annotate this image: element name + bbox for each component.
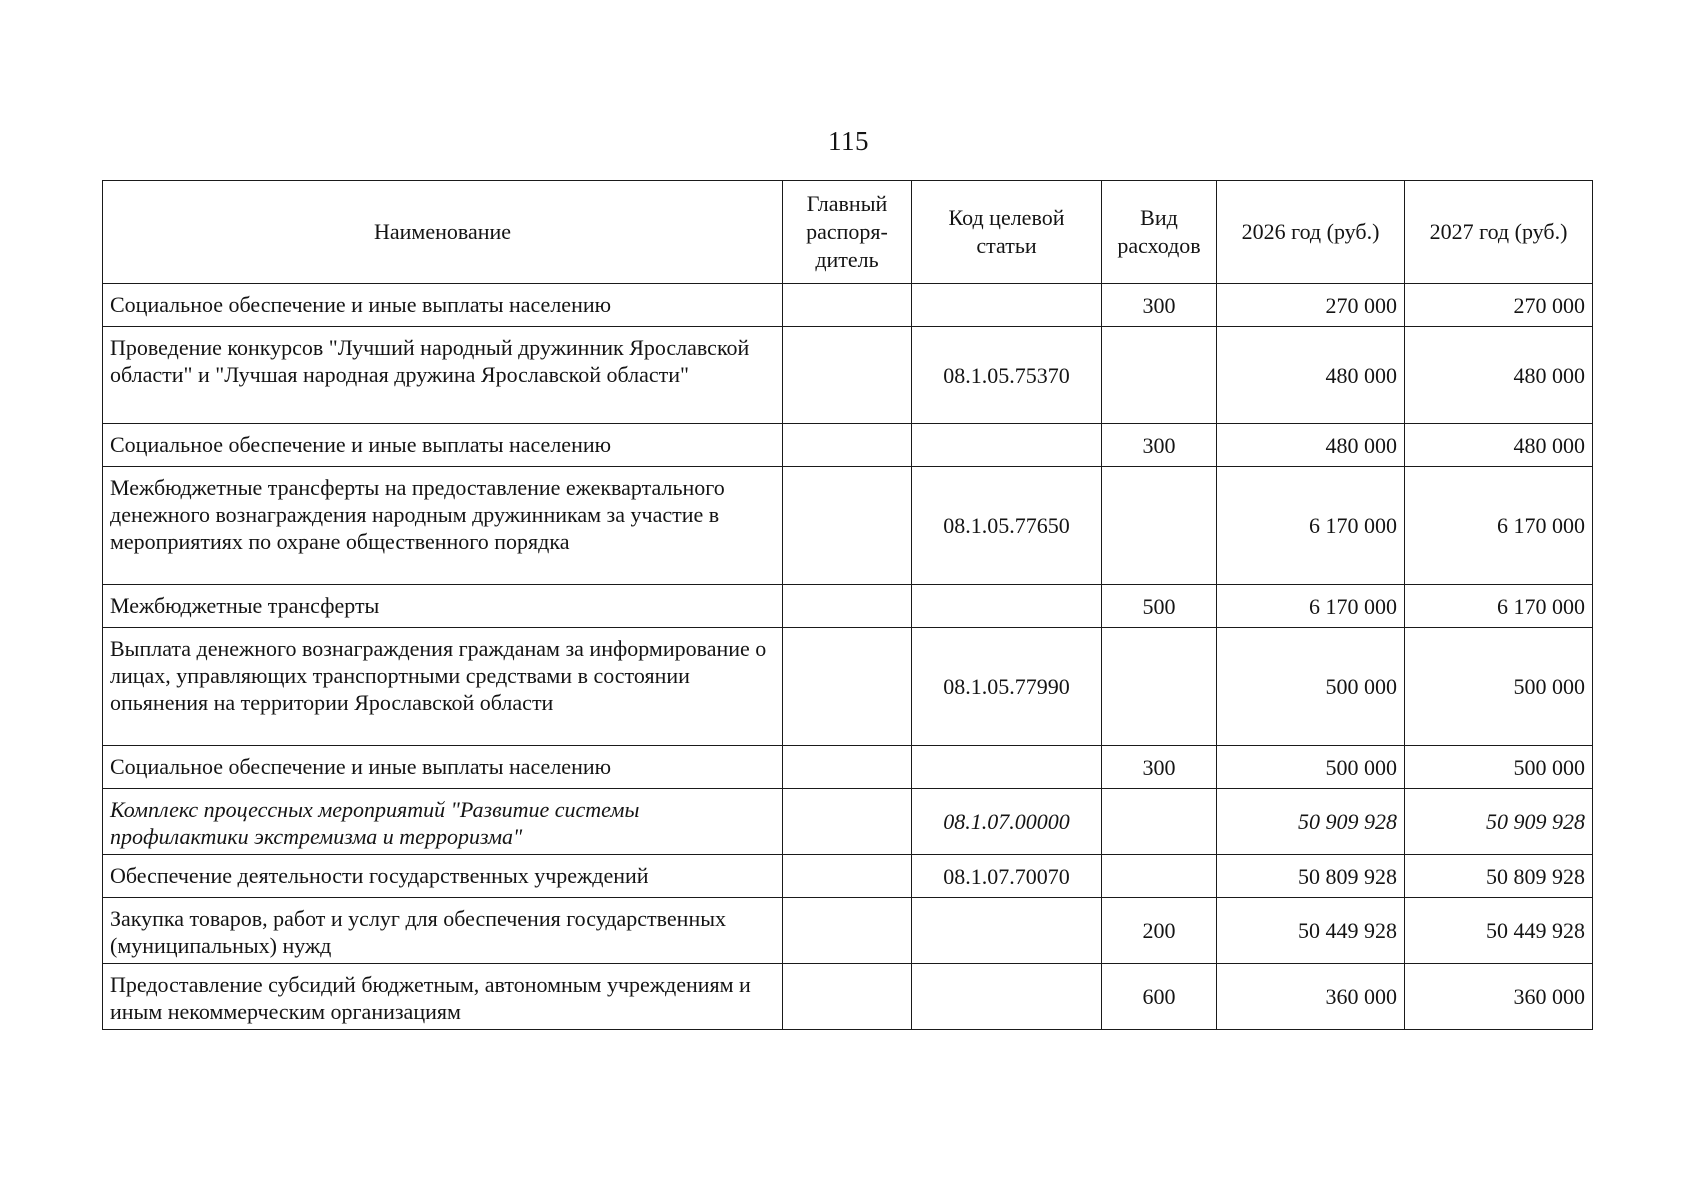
cell-name: Социальное обеспечение и иные выплаты населению [103,746,783,789]
cell-name: Проведение конкурсов "Лучший народный дружинник Ярославской области" и "Лучшая народная дружина Ярославской области" [103,327,783,424]
cell-amount-2026: 6 170 000 [1217,585,1405,628]
cell-target-code [912,746,1102,789]
cell-target-code: 08.1.07.00000 [912,789,1102,855]
header-expense-type: Вид расходов [1102,181,1217,284]
cell-amount-2027: 270 000 [1405,284,1593,327]
cell-amount-2026: 500 000 [1217,628,1405,746]
cell-expense-type: 600 [1102,964,1217,1030]
header-year-2026: 2026 год (руб.) [1217,181,1405,284]
table-row [103,898,1593,964]
cell-expense-type: 300 [1102,284,1217,327]
table-body [103,284,1593,1030]
table-row [103,964,1593,1030]
cell-manager [783,467,912,585]
table-row [103,467,1593,585]
cell-amount-2027: 50 909 928 [1405,789,1593,855]
cell-target-code [912,585,1102,628]
cell-expense-type: 300 [1102,746,1217,789]
cell-amount-2027: 500 000 [1405,746,1593,789]
table-header [103,181,1593,284]
cell-manager [783,424,912,467]
cell-amount-2027: 500 000 [1405,628,1593,746]
cell-name: Закупка товаров, работ и услуг для обеспечения государственных (муниципальных) нужд [103,898,783,964]
cell-amount-2026: 480 000 [1217,327,1405,424]
cell-amount-2026: 500 000 [1217,746,1405,789]
cell-expense-type: 300 [1102,424,1217,467]
table-row [103,746,1593,789]
cell-amount-2026: 6 170 000 [1217,467,1405,585]
cell-manager [783,284,912,327]
table-row [103,789,1593,855]
cell-name: Выплата денежного вознаграждения гражданам за информирование о лицах, управляющих транспортными средствами в состоянии опьянения на территории Ярославской области [103,628,783,746]
cell-expense-type [1102,467,1217,585]
cell-name: Межбюджетные трансферты [103,585,783,628]
table-row [103,585,1593,628]
cell-target-code [912,964,1102,1030]
cell-expense-type: 500 [1102,585,1217,628]
cell-name: Обеспечение деятельности государственных учреждений [103,855,783,898]
cell-manager [783,789,912,855]
table-row [103,424,1593,467]
cell-amount-2026: 360 000 [1217,964,1405,1030]
page-number: 115 [828,126,869,156]
table-row [103,855,1593,898]
table-row [103,284,1593,327]
cell-expense-type [1102,628,1217,746]
table-row [103,628,1593,746]
cell-target-code: 08.1.07.70070 [912,855,1102,898]
table-row [103,327,1593,424]
cell-amount-2026: 50 449 928 [1217,898,1405,964]
cell-amount-2027: 360 000 [1405,964,1593,1030]
cell-amount-2027: 6 170 000 [1405,467,1593,585]
cell-target-code [912,898,1102,964]
cell-name: Социальное обеспечение и иные выплаты населению [103,284,783,327]
cell-amount-2027: 480 000 [1405,327,1593,424]
cell-target-code [912,284,1102,327]
cell-target-code: 08.1.05.77650 [912,467,1102,585]
cell-expense-type: 200 [1102,898,1217,964]
cell-name: Социальное обеспечение и иные выплаты населению [103,424,783,467]
cell-expense-type [1102,789,1217,855]
cell-manager [783,628,912,746]
cell-name: Комплекс процессных мероприятий "Развитие системы профилактики экстремизма и терроризма" [103,789,783,855]
cell-amount-2026: 50 809 928 [1217,855,1405,898]
cell-name: Межбюджетные трансферты на предоставление ежеквартального денежного вознаграждения народным дружинникам за участие в мероприятиях по охране общественного порядка [103,467,783,585]
cell-name: Предоставление субсидий бюджетным, автономным учреждениям и иным некоммерческим организациям [103,964,783,1030]
budget-table [102,180,1593,1030]
cell-amount-2027: 480 000 [1405,424,1593,467]
cell-amount-2026: 270 000 [1217,284,1405,327]
header-name: Наименование [103,181,783,284]
cell-manager [783,327,912,424]
cell-target-code [912,424,1102,467]
cell-manager [783,585,912,628]
cell-manager [783,898,912,964]
header-target-code: Код целевой статьи [912,181,1102,284]
cell-amount-2027: 50 809 928 [1405,855,1593,898]
cell-target-code: 08.1.05.77990 [912,628,1102,746]
header-year-2027: 2027 год (руб.) [1405,181,1593,284]
cell-target-code: 08.1.05.75370 [912,327,1102,424]
header-row [103,181,1593,284]
cell-manager [783,855,912,898]
cell-amount-2027: 6 170 000 [1405,585,1593,628]
cell-amount-2027: 50 449 928 [1405,898,1593,964]
header-manager: Главный распоря-дитель [783,181,912,284]
cell-amount-2026: 50 909 928 [1217,789,1405,855]
cell-amount-2026: 480 000 [1217,424,1405,467]
cell-manager [783,964,912,1030]
cell-expense-type [1102,327,1217,424]
cell-expense-type [1102,855,1217,898]
cell-manager [783,746,912,789]
